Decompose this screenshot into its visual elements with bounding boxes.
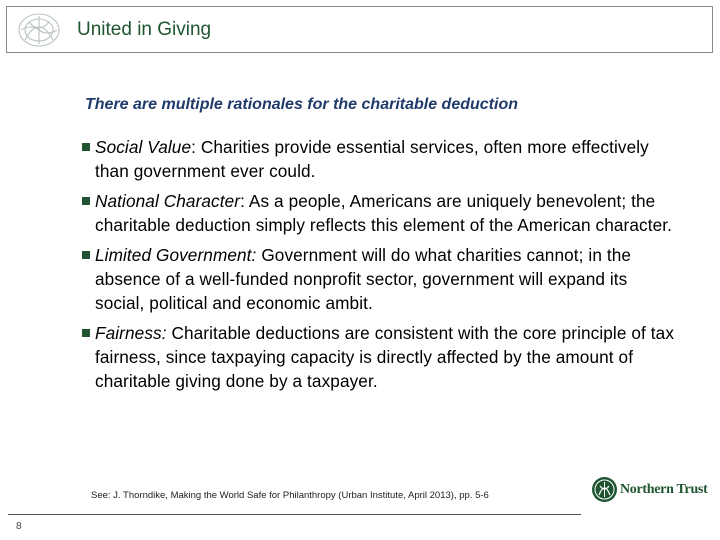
list-item [80,321,680,393]
bullet-term: National Character [95,191,241,211]
bullet-text: Charitable deductions are consistent with the core principle of tax fairness, since taxpaying capacity is directly affected by the amount of charitable giving done by a taxpayer. [95,323,675,391]
bullet-text: : Charities provide essential services, often more effectively than government ever could. [95,137,649,181]
bullet-term: Social Value [95,137,192,157]
slide-subtitle: There are multiple rationales for the charitable deduction [85,96,518,113]
ornate-seal-icon [15,12,63,48]
list-item [80,189,680,237]
bullet-text: Government will do what charities cannot; in the absence of a well-funded nonprofit sector, government will expand its social, political and economic ambit. [95,245,632,313]
northern-trust-seal-icon [591,476,618,503]
list-item [80,135,680,183]
header-bar [6,6,713,53]
square-bullet-icon [82,143,90,151]
square-bullet-icon [82,197,90,205]
bullet-term: Limited Government: [95,245,257,265]
bullet-term: Fairness: [95,323,167,343]
square-bullet-icon [82,329,90,337]
list-item [80,243,680,315]
slide-title: United in Giving [77,19,212,40]
source-citation: See: J. Thorndike, Making the World Safe for Philanthropy (Urban Institute, April 2013), pp. 5-6 [91,490,489,501]
square-bullet-icon [82,251,90,259]
bullet-text: : As a people, Americans are uniquely benevolent; the charitable deduction simply reflects this element of the American character. [95,191,672,235]
page-number: 8 [16,521,22,532]
footer-divider [8,514,581,515]
rationale-list [80,135,680,399]
brand-name: Northern Trust [620,482,708,497]
